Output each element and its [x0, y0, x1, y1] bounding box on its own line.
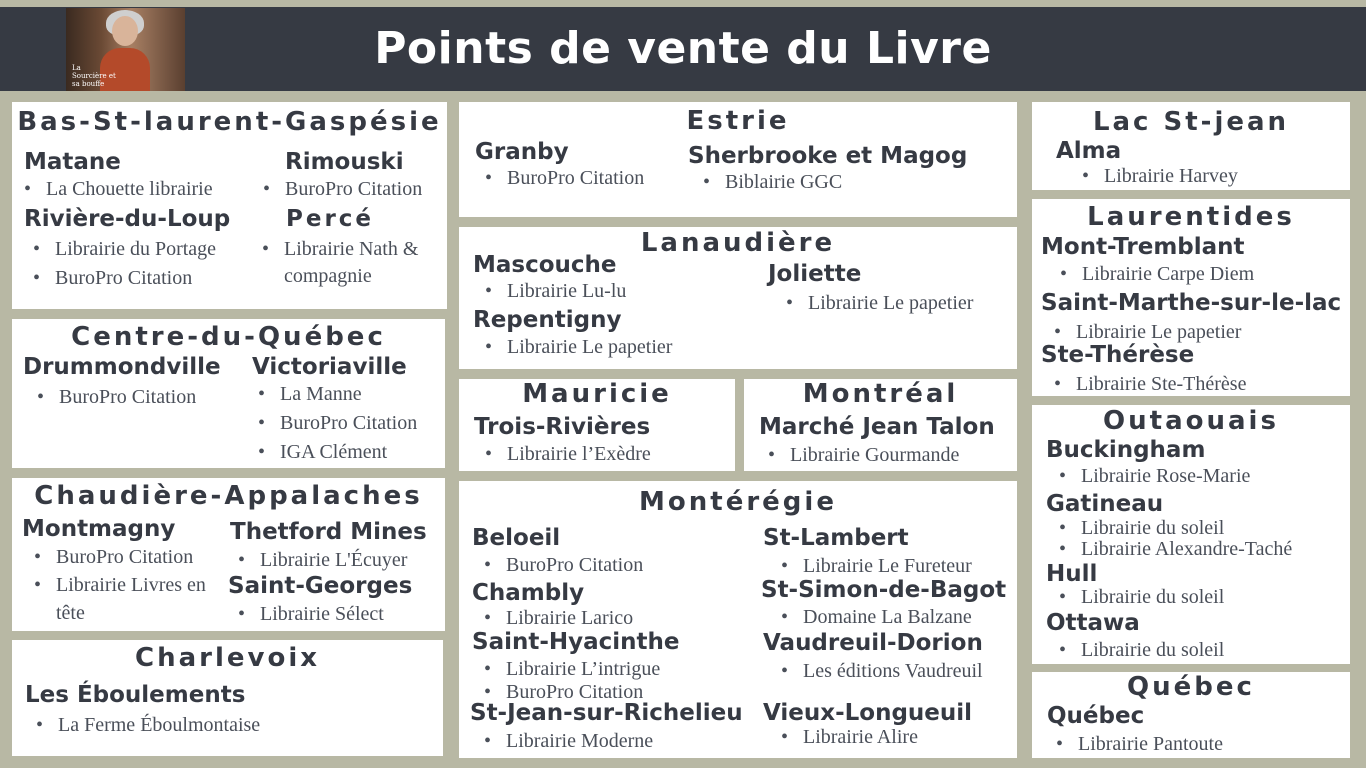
- region-title: Centre-du-Québec: [71, 322, 386, 352]
- store-item: • Librairie Harvey: [1104, 164, 1238, 188]
- store-item: • Librairie Alire: [803, 725, 918, 749]
- store-item: • La Ferme Éboulmontaise: [58, 713, 260, 737]
- region-box-laurentides: [1032, 199, 1350, 396]
- store-item: • BuroPro Citation: [506, 553, 643, 577]
- city-name: Montmagny: [22, 516, 176, 542]
- city-name: Hull: [1046, 561, 1098, 587]
- city-name: Sherbrooke et Magog: [688, 143, 968, 169]
- region-title: Montérégie: [639, 487, 837, 517]
- region-title: Bas-St-laurent-Gaspésie: [17, 107, 442, 137]
- city-name: Trois-Rivières: [474, 414, 651, 440]
- region-box-montreal: [744, 379, 1017, 471]
- store-item: • BuroPro Citation: [59, 385, 196, 409]
- region-box-estrie: [459, 102, 1017, 217]
- city-name: Ste-Thérèse: [1041, 342, 1195, 368]
- region-box-lac-st-jean: [1032, 102, 1350, 190]
- city-name: Saint-Georges: [228, 573, 413, 599]
- book-cover-title: La Sourcière et sa bouffe: [72, 64, 116, 88]
- store-item: • Librairie Lu-lu: [507, 279, 626, 303]
- store-item: • BuroPro Citation: [280, 411, 417, 435]
- region-box-outaouais: [1032, 405, 1350, 664]
- city-name: Percé: [286, 206, 375, 232]
- city-name: Chambly: [472, 580, 585, 606]
- region-box-monteregie: [459, 481, 1017, 758]
- city-name: Marché Jean Talon: [759, 414, 995, 440]
- store-item: • IGA Clément: [280, 440, 387, 464]
- region-title: Montréal: [802, 379, 959, 409]
- store-item: • Librairie Rose-Marie: [1081, 464, 1250, 488]
- city-name: Victoriaville: [252, 354, 407, 380]
- store-item: • Librairie L'Écuyer: [260, 548, 407, 572]
- store-item: • Librairie Livres en tête: [56, 571, 216, 627]
- store-item: • Librairie L’intrigue: [506, 657, 660, 681]
- region-box-lanaudiere: [459, 227, 1017, 369]
- store-item: • Librairie Alexandre-Taché: [1081, 537, 1292, 561]
- region-title: Mauricie: [522, 379, 672, 409]
- page-title: Points de vente du Livre: [374, 23, 992, 74]
- city-name: Buckingham: [1046, 437, 1206, 463]
- store-item: • Librairie Carpe Diem: [1082, 262, 1254, 286]
- region-box-quebec: [1032, 672, 1350, 758]
- city-name: Mont-Tremblant: [1041, 234, 1245, 260]
- region-title: Outaouais: [1103, 406, 1279, 436]
- store-item: • Librairie Le papetier: [808, 291, 973, 315]
- city-name: Vieux-Longueuil: [763, 700, 973, 726]
- city-name: St-Jean-sur-Richelieu: [470, 700, 743, 726]
- region-box-centre-du-quebec: [12, 319, 445, 468]
- store-item: • Librairie du Portage: [55, 237, 216, 261]
- store-item: • Librairie Le papetier: [507, 335, 672, 359]
- city-name: Joliette: [768, 261, 862, 287]
- city-name: Rivière-du-Loup: [24, 206, 231, 232]
- book-cover-image: [66, 8, 185, 91]
- region-title: Lanaudière: [640, 228, 836, 258]
- city-name: Ottawa: [1046, 610, 1140, 636]
- region-title: Québec: [1127, 672, 1255, 702]
- region-title: Laurentides: [1087, 202, 1295, 232]
- city-name: Mascouche: [473, 252, 617, 278]
- store-item: • BuroPro Citation: [507, 166, 644, 190]
- region-box-mauricie: [459, 379, 735, 471]
- city-name: Matane: [24, 149, 121, 175]
- store-item: • Librairie Le Fureteur: [803, 554, 972, 578]
- region-title: Estrie: [686, 106, 790, 136]
- store-item: • Domaine La Balzane: [803, 605, 972, 629]
- region-box-charlevoix: [12, 640, 443, 756]
- city-name: St-Lambert: [763, 525, 909, 551]
- store-item: • Librairie Pantoute: [1078, 732, 1223, 756]
- city-name: Granby: [475, 139, 569, 165]
- store-item: • Librairie Nath & compagnie: [284, 236, 444, 290]
- city-name: Alma: [1056, 138, 1122, 164]
- city-name: Saint-Hyacinthe: [472, 629, 680, 655]
- store-item: • BuroPro Citation: [56, 545, 193, 569]
- city-name: Rimouski: [285, 149, 404, 175]
- store-item: • Librairie Ste-Thérèse: [1076, 372, 1246, 396]
- header-bar: [0, 7, 1366, 91]
- city-name: Saint-Marthe-sur-le-lac: [1041, 290, 1342, 316]
- store-item: • La Manne: [280, 382, 362, 406]
- region-title: Charlevoix: [135, 643, 320, 673]
- store-item: • Librairie du soleil: [1081, 585, 1224, 609]
- store-item: • Librairie Gourmande: [790, 443, 959, 467]
- region-title: Chaudière-Appalaches: [34, 481, 423, 511]
- city-name: Thetford Mines: [230, 519, 427, 545]
- city-name: Drummondville: [23, 354, 221, 380]
- store-item: • BuroPro Citation: [506, 680, 643, 704]
- city-name: Repentigny: [473, 307, 622, 333]
- city-name: Vaudreuil-Dorion: [763, 630, 983, 656]
- region-box-chaudiere-appalaches: [12, 478, 445, 631]
- store-item: • BuroPro Citation: [55, 266, 192, 290]
- store-item: • La Chouette librairie: [46, 177, 213, 201]
- store-item: • Librairie Sélect: [260, 602, 384, 626]
- store-item: • Librairie du soleil: [1081, 638, 1224, 662]
- city-name: Québec: [1047, 703, 1145, 729]
- store-item: • Librairie Larico: [506, 606, 633, 630]
- store-item: • BuroPro Citation: [285, 177, 422, 201]
- city-name: St-Simon-de-Bagot: [761, 577, 1007, 603]
- store-item: • Librairie Moderne: [506, 729, 653, 753]
- store-item: • Librairie l’Exèdre: [507, 442, 651, 466]
- city-name: Les Éboulements: [25, 682, 246, 708]
- store-item: • Les éditions Vaudreuil: [803, 659, 983, 683]
- store-item: • Librairie Le papetier: [1076, 320, 1241, 344]
- region-box-bas-st-laurent: [12, 102, 447, 309]
- city-name: Beloeil: [472, 525, 561, 551]
- store-item: • Librairie du soleil: [1081, 516, 1224, 540]
- region-title: Lac St-jean: [1092, 107, 1290, 137]
- city-name: Gatineau: [1046, 491, 1164, 517]
- store-item: • Biblairie GGC: [725, 170, 842, 194]
